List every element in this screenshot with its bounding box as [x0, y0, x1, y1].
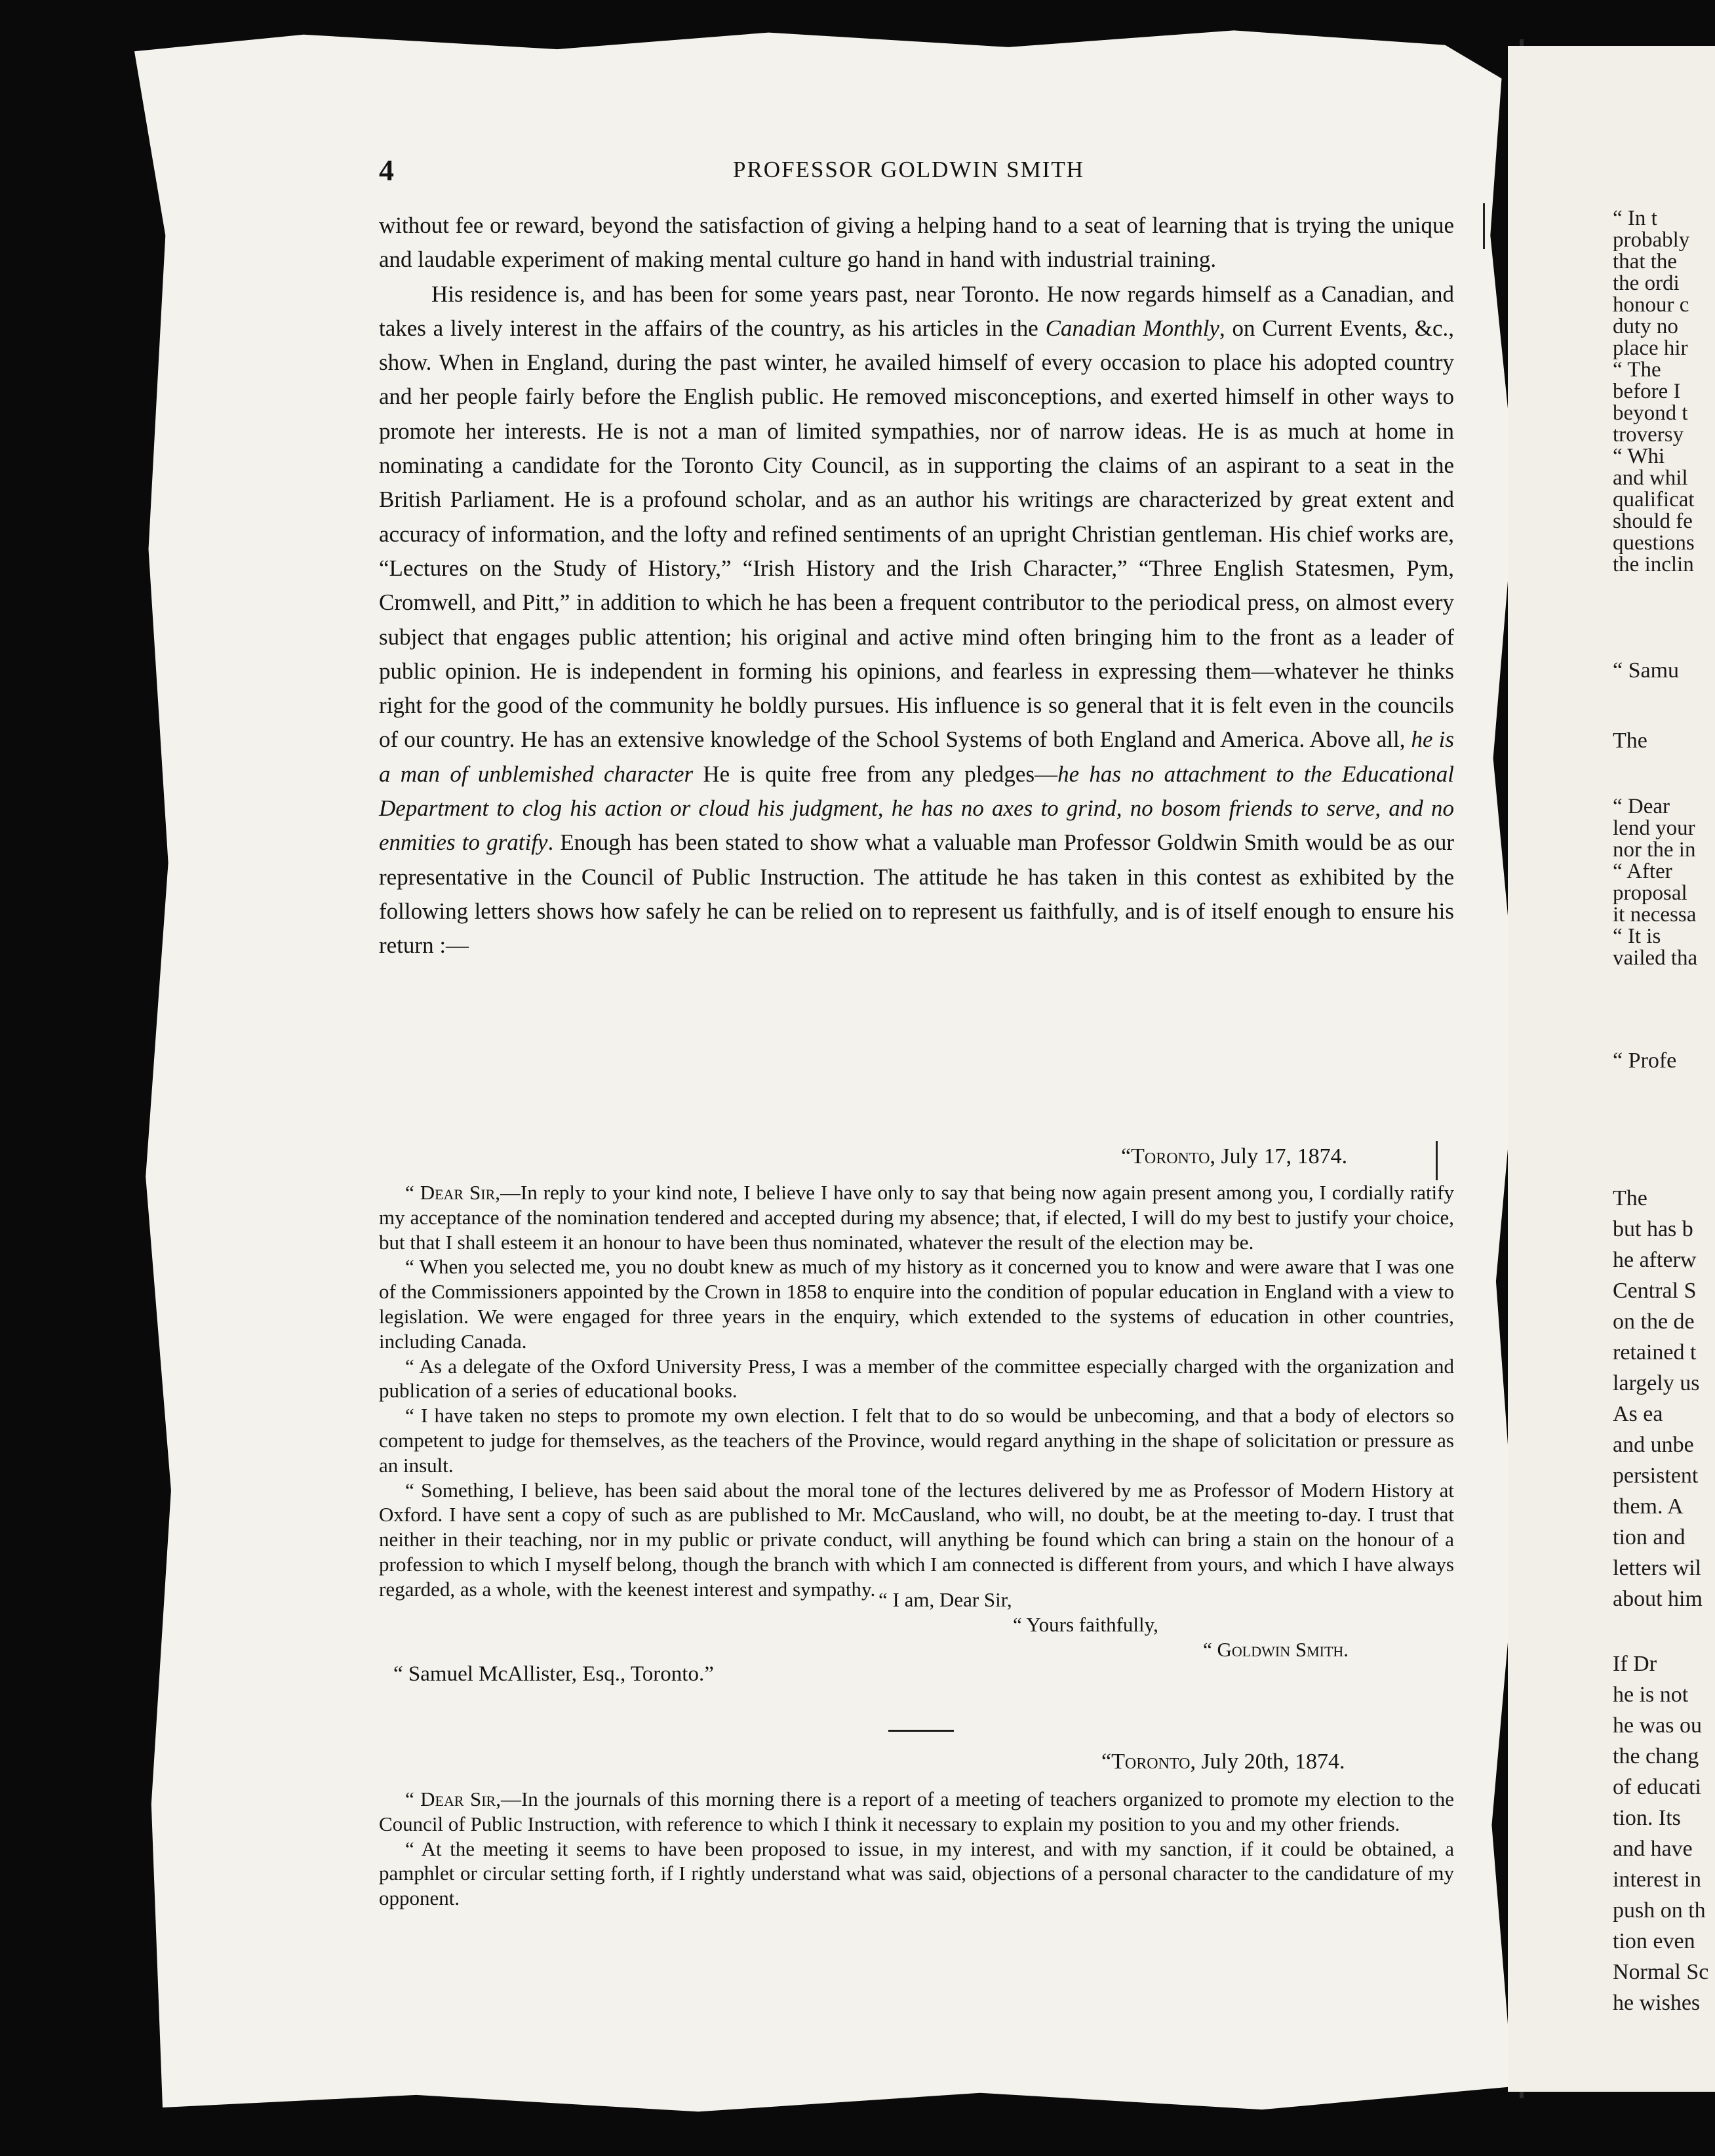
- facing-line: vailed tha: [1613, 946, 1698, 970]
- facing-line: Normal Sc: [1613, 1960, 1709, 1984]
- section-rule: [888, 1730, 954, 1732]
- facing-line: honour c: [1613, 293, 1689, 317]
- facing-line: The: [1613, 729, 1647, 753]
- facing-line: proposal: [1613, 881, 1687, 905]
- facing-line: the inclin: [1613, 553, 1694, 576]
- facing-line: about him: [1613, 1587, 1703, 1611]
- letter1-paragraph: “ As a delegate of the Oxford University Press, I was a member of the committee especially charged with the organization and publication of a series of educational books.: [379, 1354, 1454, 1403]
- body-text: [379, 209, 1454, 963]
- facing-line: If Dr: [1613, 1652, 1657, 1676]
- facing-line: he is not: [1613, 1683, 1689, 1707]
- letter1-paragraph: “ Dear Sir,—In reply to your kind note, I believe I have only to say that being now again present among you, I cordially ratify my acceptance of the nomination tendered and accepted during my absence; that, if elected, I will do my best to justify your choice, but that I shall esteem it an honour to have been thus nominated, whatever the result of the election may be.: [379, 1181, 1454, 1254]
- letter2-body: [379, 1787, 1454, 1911]
- facing-line: retained t: [1613, 1340, 1697, 1365]
- facing-line: questions: [1613, 531, 1695, 555]
- facing-line: largely us: [1613, 1371, 1700, 1395]
- facing-line: on the de: [1613, 1309, 1695, 1334]
- facing-line: interest in: [1613, 1867, 1702, 1892]
- letter1-addressee: “ Samuel McAllister, Esq., Toronto.”: [393, 1662, 714, 1686]
- letter1-body: [379, 1180, 1454, 1602]
- facing-line: “ Profe: [1613, 1048, 1677, 1073]
- facing-line: before I: [1613, 380, 1681, 403]
- facing-line: “ It is: [1613, 925, 1661, 948]
- facing-line: should fe: [1613, 509, 1693, 533]
- facing-line: the chang: [1613, 1744, 1699, 1768]
- facing-line: “ In t: [1613, 207, 1657, 230]
- facing-line: and whil: [1613, 466, 1688, 490]
- facing-line: nor the in: [1613, 838, 1696, 862]
- facing-line: “ Whi: [1613, 445, 1665, 468]
- facing-line: “ Dear: [1613, 795, 1670, 818]
- paragraph-residence: His residence is, and has been for some years past, near Toronto. He now regards himself as a Canadian, and takes a lively interest in the affairs of the country, as his articles in the Canadian Monthly, on Current Events, &c., show. When in England, during the past winter, he availed himself of every occasion to place his adopted country and her people fairly before the English public. He removed misconceptions, and exerted himself in other ways to promote her interests. He is not a man of limited sympathies, nor of narrow ideas. He is as much at home in nominating a candidate for the Toronto City Council, as in supporting the claims of an aspirant to a seat in the British Parliament. He is a profound scholar, and as an author his writings are characterized by great extent and accuracy of information, and the lofty and refined sentiments of an upright Christian gentleman. His chief works are, “Lectures on the Study of History,” “Irish History and the Irish Character,” “Three English Statesmen, Pym, Cromwell, and Pitt,” in addition to which he has been a frequent contributor to the periodical press, on almost every subject that engages public attention; his original and active mind often bringing him to the front as a leader of public opinion. He is independent in forming his opinions, and fearless in expressing them—whatever he thinks right for the good of the community he boldly pursues. His influence is so general that it is felt even in the councils of our country. He has an extensive knowledge of the School Systems of both England and America. Above all, he is a man of unblemished character He is quite free from any pledges—he has no attachment to the Educational Department to clog his action or cloud his judgment, he has no axes to grind, no bosom friends to serve, and no enmities to gratify. Enough has been stated to show what a valuable man Professor Goldwin Smith would be as our representative in the Council of Public Instruction. The attitude he has taken in this contest as exhibited by the following letters shows how safely he can be relied on to represent us faithfully, and is of itself enough to ensure his return :—: [379, 281, 1454, 959]
- facing-line: that the: [1613, 250, 1678, 273]
- letter1-paragraph: “ When you selected me, you no doubt knew as much of my history as it concerned you to know and were aware that I was one of the Commissioners appointed by the Crown in 1858 to enquire into the condition of popular education in England with a view to legislation. We were engaged for three years in the enquiry, which extended to the systems of education in other countries, including Canada.: [379, 1255, 1454, 1353]
- facing-line: “ The: [1613, 358, 1661, 382]
- facing-line: troversy: [1613, 423, 1684, 447]
- letter2-paragraph: “ At the meeting it seems to have been proposed to issue, in my interest, and with my sanction, if it could be obtained, a pamphlet or circular setting forth, if I rightly understand what was said, objections of a personal character to the candidature of my opponent.: [379, 1837, 1454, 1910]
- facing-line: beyond t: [1613, 401, 1688, 425]
- running-title: PROFESSOR GOLDWIN SMITH: [733, 157, 1085, 182]
- facing-line: Central S: [1613, 1279, 1697, 1303]
- facing-line: but has b: [1613, 1217, 1693, 1241]
- facing-line: As ea: [1613, 1402, 1663, 1426]
- facing-line: place hir: [1613, 336, 1688, 360]
- facing-line: the ordi: [1613, 271, 1680, 295]
- facing-line: probably: [1613, 228, 1690, 252]
- facing-line: “ Samu: [1613, 658, 1680, 683]
- facing-line: and unbe: [1613, 1433, 1694, 1457]
- letter1-signature: “ Goldwin Smith.: [1203, 1638, 1349, 1661]
- paragraph-continued: without fee or reward, beyond the satisfaction of giving a helping hand to a seat of learning that is trying the unique and laudable experiment of making mental culture go hand in hand with industrial training.: [379, 212, 1454, 273]
- letter1-dateline: “Toronto, July 17, 1874.: [1121, 1144, 1348, 1168]
- margin-pencil-mark: [1436, 1141, 1438, 1180]
- facing-line: he afterw: [1613, 1248, 1697, 1272]
- letter1-paragraph: “ Something, I believe, has been said about the moral tone of the lectures delivered by me as Professor of Modern History at Oxford. I have sent a copy of such as are published to Mr. McCausland, who will, no doubt, be at the meeting to-day. I trust that neither in their teaching, nor in my public or private conduct, will anything be found which can bring a stain on the honour of a profession to which I myself belong, though the branch with which I am connected is different from yours, and which I have always regarded, as a whole, with the keenest interest and sympathy.: [379, 1478, 1454, 1601]
- facing-line: persistent: [1613, 1464, 1699, 1488]
- facing-line: “ After: [1613, 860, 1672, 883]
- page-header: [379, 153, 1454, 192]
- facing-line: them. A: [1613, 1494, 1684, 1519]
- facing-line: and have: [1613, 1837, 1693, 1861]
- letter2-dateline: “Toronto, July 20th, 1874.: [1101, 1749, 1345, 1774]
- facing-line: tion. Its: [1613, 1806, 1681, 1830]
- facing-line: it necessa: [1613, 903, 1697, 927]
- facing-line: push on th: [1613, 1898, 1706, 1923]
- facing-line: letters wil: [1613, 1556, 1702, 1580]
- facing-line: of educati: [1613, 1775, 1701, 1799]
- facing-line: tion and: [1613, 1525, 1685, 1549]
- letter1-paragraph: “ I have taken no steps to promote my own election. I felt that to do so would be unbecoming, and that a body of electors so competent to judge for themselves, as the teachers of the Province, would regard anything in the shape of solicitation or pressure as an insult.: [379, 1404, 1454, 1477]
- letter1-salutation: “ Dear Sir,: [405, 1181, 500, 1204]
- facing-line: tion even: [1613, 1929, 1695, 1953]
- facing-line: The: [1613, 1186, 1647, 1210]
- facing-line: he was ou: [1613, 1713, 1702, 1738]
- facing-line: he wishes: [1613, 1991, 1701, 2015]
- page-number: 4: [379, 153, 394, 187]
- facing-page-fragment: [1508, 46, 1715, 2092]
- margin-pencil-mark: [1483, 203, 1485, 249]
- facing-line: qualificat: [1613, 488, 1695, 511]
- letter2-salutation: “ Dear Sir,: [405, 1787, 501, 1810]
- letter1-closing: “ I am, Dear Sir,: [878, 1588, 1012, 1611]
- facing-line: lend your: [1613, 816, 1695, 840]
- facing-line: duty no: [1613, 315, 1678, 338]
- letter1-closing: “ Yours faithfully,: [1013, 1613, 1158, 1636]
- letter2-paragraph: “ Dear Sir,—In the journals of this morning there is a report of a meeting of teachers organized to promote my election to the Council of Public Instruction, with reference to which I think it necessary to explain my position to you and my other friends.: [379, 1787, 1454, 1835]
